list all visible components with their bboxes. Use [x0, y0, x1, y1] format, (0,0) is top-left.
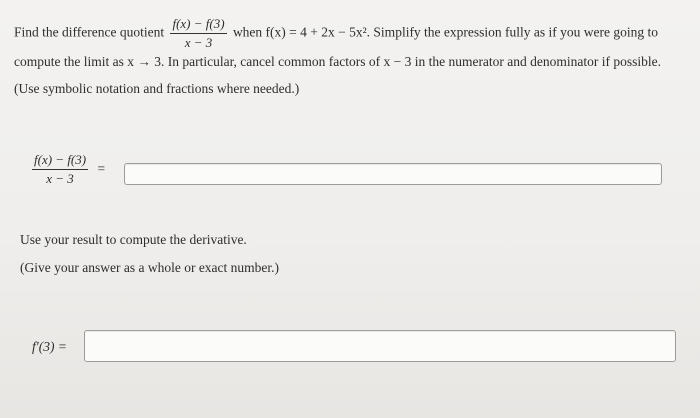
symbolic-notation-note: (Use symbolic notation and fractions where needed.)	[14, 81, 300, 96]
problem-statement-line2: compute the limit as x → 3. In particular, cancel common factors of x − 3 in the numerator and denominator if possible.	[14, 54, 662, 69]
derivative-instruction: Use your result to compute the derivative.	[20, 232, 247, 247]
answer1-fraction	[32, 152, 88, 187]
answer1-label	[32, 152, 105, 187]
problem-statement-line1	[14, 16, 658, 51]
answer1-denominator: x − 3	[46, 171, 74, 186]
answer1-numerator: f(x) − f(3)	[32, 152, 88, 170]
function-definition: when f(x) = 4 + 2x − 5x². Simplify the expression fully as if you were going to	[232, 24, 659, 40]
difference-quotient	[170, 16, 226, 51]
problem-prefix: Find the difference quotient	[14, 24, 165, 40]
exact-number-note: (Give your answer as a whole or exact number.)	[20, 260, 280, 275]
difference-quotient-answer-input[interactable]	[124, 163, 662, 185]
derivative-answer-input[interactable]	[84, 330, 676, 362]
quotient-numerator: f(x) − f(3)	[170, 16, 226, 34]
quotient-denominator: x − 3	[184, 35, 213, 50]
answer2-label: f′(3) =	[32, 339, 67, 354]
answer1-equals: =	[97, 160, 106, 176]
